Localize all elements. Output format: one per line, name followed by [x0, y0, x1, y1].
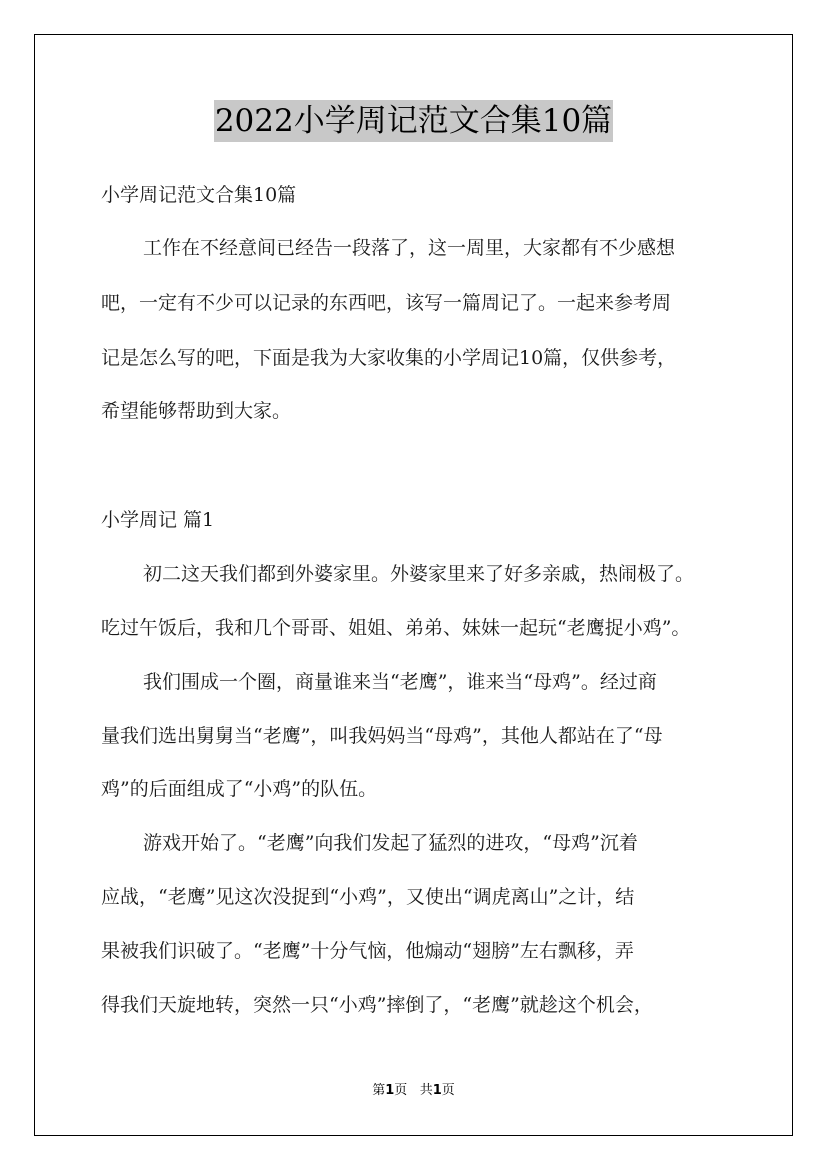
document-subtitle: 小学周记范文合集10篇: [101, 184, 297, 206]
page-footer: [0, 1082, 827, 1100]
intro-line-2: 吧，一定有不少可以记录的东西吧，该写一篇周记了。一起来参考周: [101, 292, 672, 314]
section-line-5: 鸡”的后面组成了“小鸡”的队伍。: [101, 778, 378, 800]
section-line-9: 得我们天旋地转，突然一只“小鸡”摔倒了，“老鹰”就趁这个机会，: [101, 994, 653, 1016]
intro-line-3: 记是怎么写的吧，下面是我为大家收集的小学周记10篇，仅供参考，: [101, 347, 677, 369]
document-title: 2022小学周记范文合集10篇: [214, 100, 613, 142]
section-line-2: 吃过午饭后，我和几个哥哥、姐姐、弟弟、妹妹一起玩“老鹰捉小鸡”。: [101, 617, 691, 639]
footer-page-number: 1: [385, 1083, 395, 1098]
section-line-1: 初二这天我们都到外婆家里。外婆家里来了好多亲戚，热闹极了。: [143, 563, 695, 585]
section-line-7: 应战，“老鹰”见这次没捉到“小鸡”，又使出“调虎离山”之计，结: [101, 886, 635, 908]
section-line-4: 量我们选出舅舅当“老鹰”，叫我妈妈当“母鸡”，其他人都站在了“母: [101, 725, 663, 747]
title-container: [0, 100, 827, 142]
footer-page-total: 1: [432, 1083, 442, 1098]
section-line-6: 游戏开始了。“老鹰”向我们发起了猛烈的进攻，“母鸡”沉着: [143, 832, 638, 854]
footer-page-suffix: 页: [441, 1083, 455, 1098]
intro-line-1: 工作在不经意间已经告一段落了，这一周里，大家都有不少感想: [143, 237, 676, 259]
intro-line-4: 希望能够帮助到大家。: [101, 400, 292, 422]
section-line-3: 我们围成一个圈，商量谁来当“老鹰”，谁来当“母鸡”。经过商: [143, 671, 657, 693]
section-line-8: 果被我们识破了。“老鹰”十分气恼，他煽动“翅膀”左右飘移，弄: [101, 940, 634, 962]
footer-page-mid: 页 共: [394, 1083, 433, 1098]
section-heading: 小学周记 篇1: [101, 509, 215, 531]
footer-page-prefix: 第: [372, 1083, 386, 1098]
